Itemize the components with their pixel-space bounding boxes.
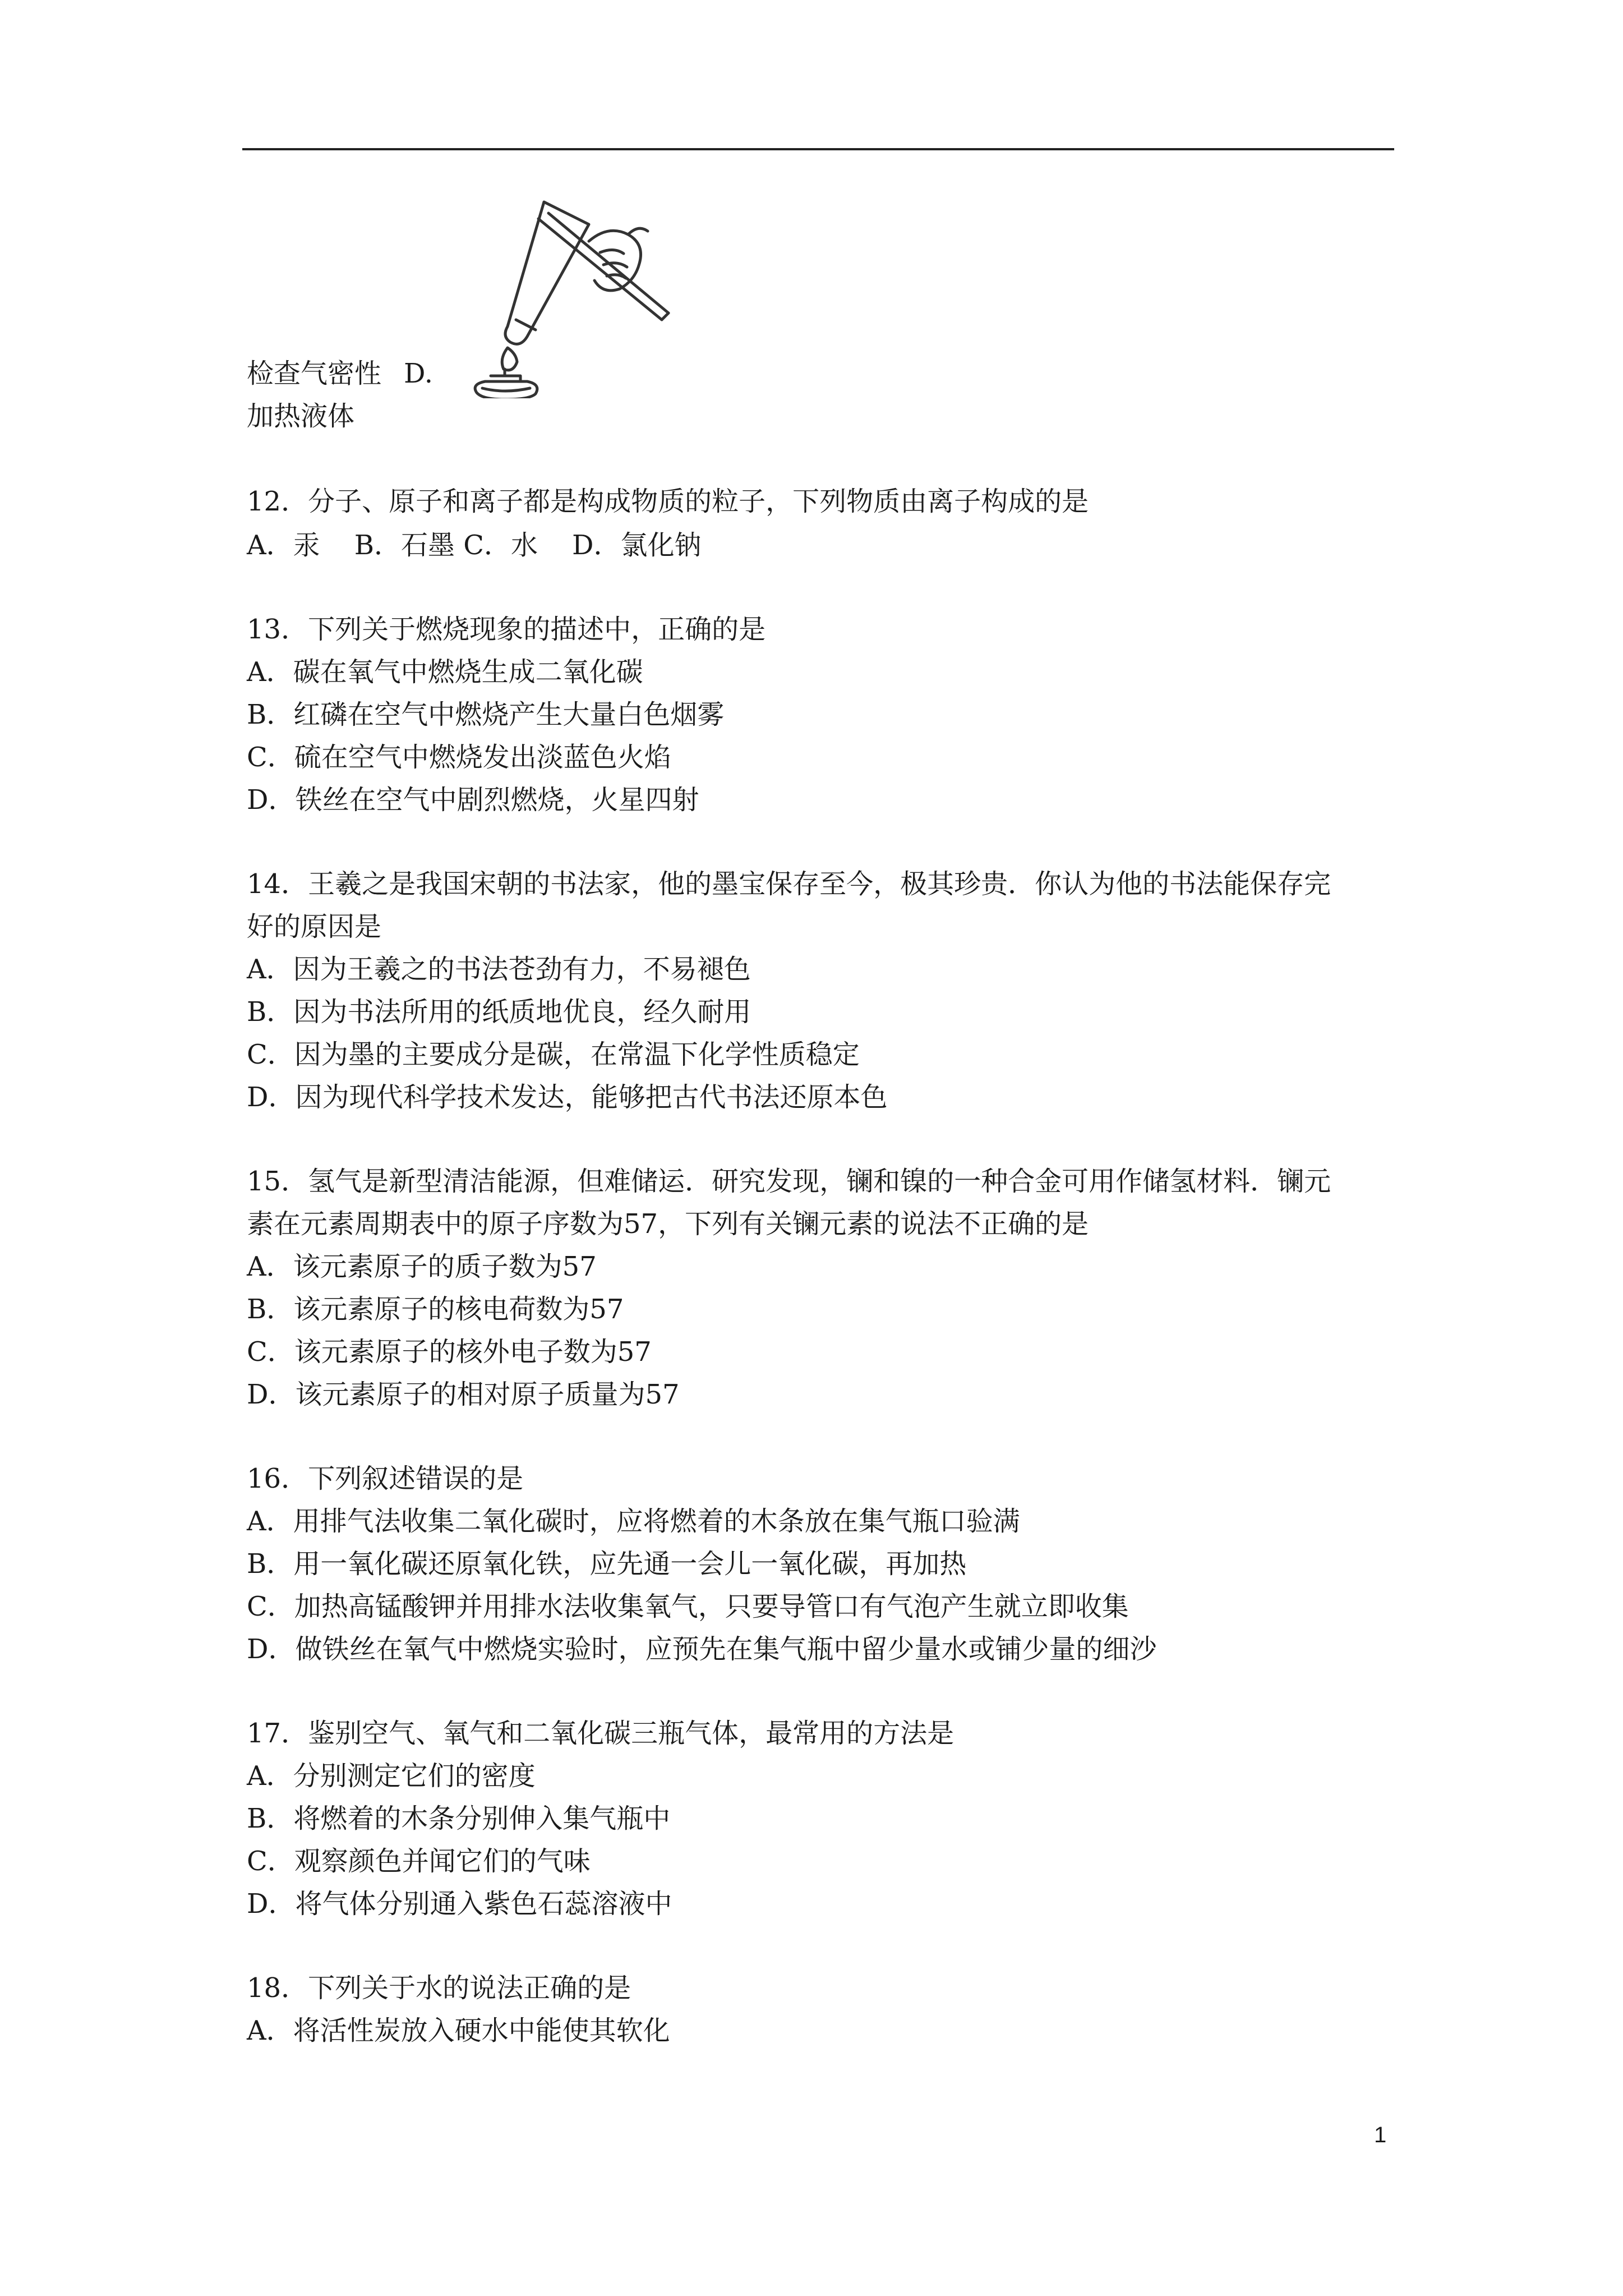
question-16-option-c: C．加热高锰酸钾并用排水法收集氧气，只要导管口有气泡产生就立即收集 xyxy=(247,1591,1129,1622)
question-13-stem: 13．下列关于燃烧现象的描述中，正确的是 xyxy=(247,614,766,645)
question-18-option-a: A．将活性炭放入硬水中能使其软化 xyxy=(247,2015,670,2046)
question-16-option-d: D．做铁丝在氧气中燃烧实验时，应预先在集气瓶中留少量水或铺少量的细沙 xyxy=(247,1634,1157,1665)
question-17-option-b: B．将燃着的木条分别伸入集气瓶中 xyxy=(247,1803,671,1834)
question-15-option-c: C．该元素原子的核外电子数为57 xyxy=(247,1336,652,1368)
question-16-option-a: A．用排气法收集二氧化碳时，应将燃着的木条放在集气瓶口验满 xyxy=(247,1506,1020,1537)
question-12-options: A．汞 B．石墨 C．水 D．氯化钠 xyxy=(247,530,702,561)
question-14-option-c: C．因为墨的主要成分是碳，在常温下化学性质稳定 xyxy=(247,1039,860,1070)
question-15-stem-line-2: 素在元素周期表中的原子序数为57，下列有关镧元素的说法不正确的是 xyxy=(247,1208,1089,1240)
option-d-label: D. xyxy=(404,358,434,389)
question-14-option-a: A．因为王羲之的书法苍劲有力，不易褪色 xyxy=(247,954,751,985)
question-12-stem: 12．分子、原子和离子都是构成物质的粒子，下列物质由离子构成的是 xyxy=(247,486,1089,517)
prev-question-options-line xyxy=(247,357,433,390)
question-13-option-a: A．碳在氧气中燃烧生成二氧化碳 xyxy=(247,656,643,688)
option-c-text: 检查气密性 xyxy=(247,358,382,389)
question-13-option-c: C．硫在空气中燃烧发出淡蓝色火焰 xyxy=(247,742,671,773)
question-18-stem: 18．下列关于水的说法正确的是 xyxy=(247,1972,631,2004)
question-14-option-d: D．因为现代科学技术发达，能够把古代书法还原本色 xyxy=(247,1082,888,1113)
question-15-option-a: A．该元素原子的质子数为57 xyxy=(247,1251,597,1282)
question-15-option-d: D．该元素原子的相对原子质量为57 xyxy=(247,1379,680,1410)
page-number: 1 xyxy=(1374,2123,1387,2147)
question-16-stem: 16．下列叙述错误的是 xyxy=(247,1463,524,1494)
test-tube xyxy=(505,202,589,344)
question-16-option-b: B．用一氧化碳还原氧化铁，应先通一会儿一氧化碳，再加热 xyxy=(247,1548,967,1580)
question-15-stem-line-1: 15．氢气是新型清洁能源，但难储运．研究发现，镧和镍的一种合金可用作储氢材料．镧元 xyxy=(247,1166,1331,1197)
question-14-stem-line-1: 14．王羲之是我国宋朝的书法家，他的墨宝保存至今，极其珍贵．你认为他的书法能保存完 xyxy=(247,868,1331,900)
question-17-stem: 17．鉴别空气、氧气和二氧化碳三瓶气体，最常用的方法是 xyxy=(247,1718,955,1749)
question-13-option-d: D．铁丝在空气中剧烈燃烧，火星四射 xyxy=(247,784,699,816)
header-rule xyxy=(242,148,1394,150)
question-15-option-b: B．该元素原子的核电荷数为57 xyxy=(247,1294,624,1325)
question-14-option-b: B．因为书法所用的纸质地优良，经久耐用 xyxy=(247,996,751,1028)
question-17-option-c: C．观察颜色并闻它们的气味 xyxy=(247,1846,591,1877)
option-d-text: 加热液体 xyxy=(247,401,355,432)
question-17-option-a: A．分别测定它们的密度 xyxy=(247,1760,536,1792)
question-17-option-d: D．将气体分别通入紫色石蕊溶液中 xyxy=(247,1888,672,1920)
question-13-option-b: B．红磷在空气中燃烧产生大量白色烟雾 xyxy=(247,699,725,730)
heating-liquid-figure xyxy=(460,191,673,398)
question-14-stem-line-2: 好的原因是 xyxy=(247,911,382,942)
